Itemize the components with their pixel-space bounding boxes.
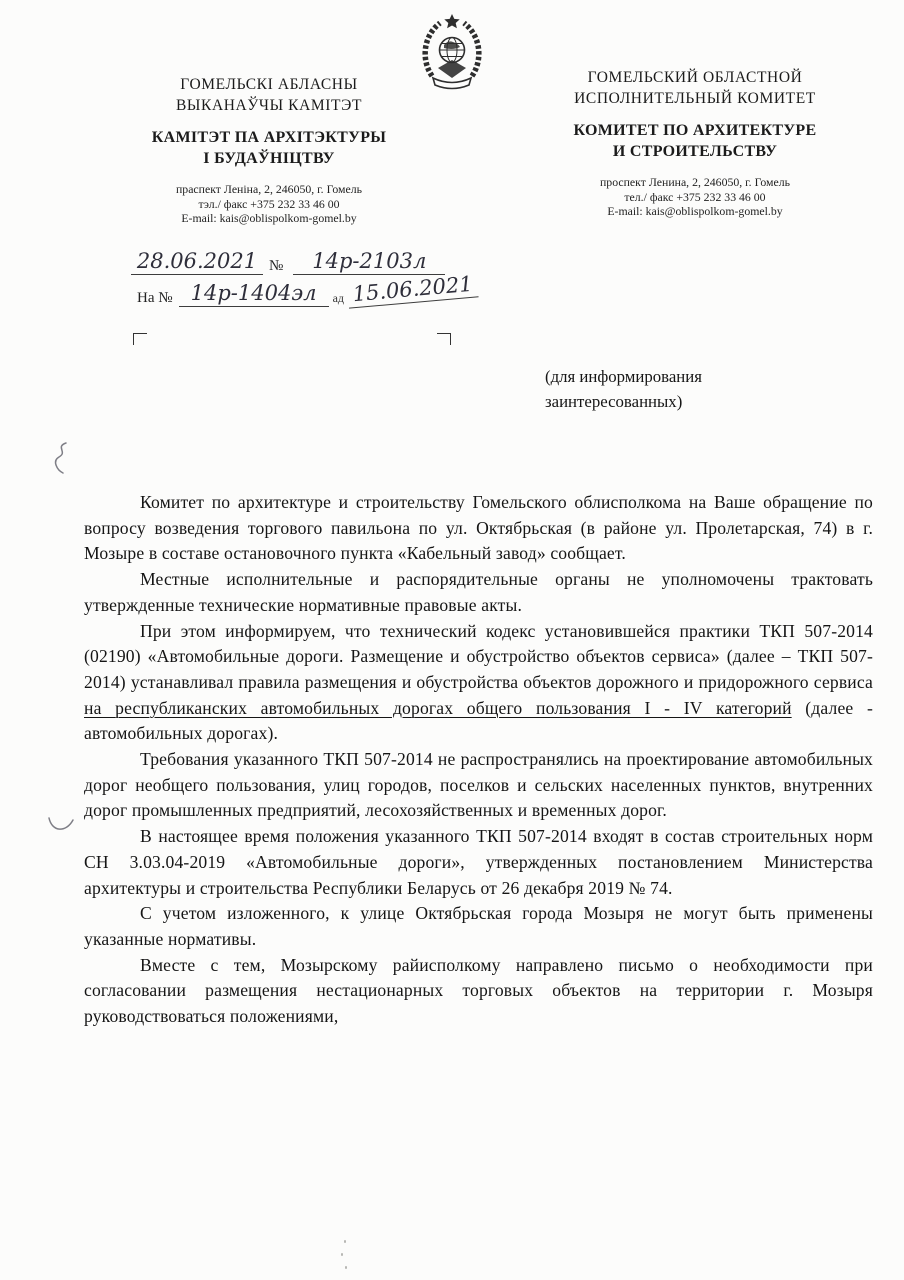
for-information-note xyxy=(545,365,702,414)
number-sign-label: № xyxy=(269,258,284,274)
address-block-ru xyxy=(528,175,862,219)
paragraph-tkp-507-underlined: на республиканских автомобильных дорогах общего пользования I - IV категорий xyxy=(84,697,792,718)
dept-name-by-line2: І БУДАЎНІЦТВУ xyxy=(203,150,335,167)
dept-name-by xyxy=(118,127,420,169)
phone-ru: тел./ факс +375 232 33 46 00 xyxy=(624,189,766,204)
incoming-reference-line xyxy=(131,271,531,307)
margin-pen-squiggle-bottom xyxy=(46,813,76,839)
reference-block xyxy=(131,248,531,307)
dept-name-by-line1: КАМІТЭТ ПА АРХІТЭКТУРЫ xyxy=(151,129,387,146)
paragraph-current-norms: В настоящее время положения указанного ТКП 507-2014 входят в состав строительных норм СН 3.03.04-2019 «Автомобильные дороги», утвержденных постановлением Министерства архитектуры и строительства Республики Беларусь от 26 декабря 2019 № 74. xyxy=(84,826,873,898)
letterhead-belarusian xyxy=(118,74,420,226)
paragraph-intro: Комитет по архитектуре и строительству Гомельского облисполкома на Ваше обращение по вопросу возведения торгового павильона по ул. Октябрьская (в районе ул. Пролетарская, 74) в г. Мозыре в составе остановочного пункта «Кабельный завод» сообщает. xyxy=(84,492,873,564)
paragraph-requirements-scope: Требования указанного ТКП 507-2014 не распространялись на проектирование автомобильных дорог необщего пользования, улиц городов, поселков и сельских населенных пунктов, внутренних дорог промышленных предприятий, лесохозяйственных и временных дорог. xyxy=(84,749,873,821)
address-by: праспект Леніна, 2, 246050, г. Гомель xyxy=(175,182,363,196)
margin-pen-squiggle-top xyxy=(50,440,76,480)
letterhead-russian xyxy=(528,67,862,219)
belarus-coat-of-arms-emblem xyxy=(420,12,484,90)
paragraph-tkp-507 xyxy=(84,619,873,748)
paragraph-mozyr-letter: Вместе с тем, Мозырскому райисполкому направлено письмо о необходимости при согласовании размещения нестационарных торговых объектов на территории г. Мозыря руководствоваться положениями, xyxy=(84,954,873,1027)
paragraph-tkp-507-after: (далее - автомобильных дорогах). xyxy=(84,697,873,744)
dept-name-ru-line1: КОМИТЕТ ПО АРХИТЕКТУРЕ xyxy=(573,122,817,139)
outgoing-date-handwritten: 28.06.2021 xyxy=(131,248,263,275)
from-date-label: ад xyxy=(332,291,344,305)
paragraph-conclusion: С учетом изложенного, к улице Октябрьская города Мозыря не могут быть применены указанные нормативы. xyxy=(84,903,873,949)
org-name-ru-line1: ГОМЕЛЬСКИЙ ОБЛАСТНОЙ xyxy=(587,69,803,86)
paragraph-tkp-507-before: При этом информируем, что технический кодекс установившейся практики ТКП 507-2014 (02190) «Автомобильные дороги. Размещение и обустройство объектов сервиса» (далее – ТКП 507-2014) устанавливал правила размещения и обустройства объектов дорожного и придорожного сервиса xyxy=(84,620,873,692)
paragraph-local-authorities: Местные исполнительные и распорядительные органы не уполномочены трактовать утвержденные технические нормативные правовые акты. xyxy=(84,569,873,615)
scan-speck xyxy=(344,1240,346,1243)
scan-speck xyxy=(345,1266,347,1269)
email-ru: E-mail: kais@oblispolkom-gomel.by xyxy=(607,204,783,219)
address-ru: проспект Ленина, 2, 246050, г. Гомель xyxy=(599,175,791,189)
dept-name-ru xyxy=(528,120,862,162)
email-by: E-mail: kais@oblispolkom-gomel.by xyxy=(181,211,357,226)
org-name-by-line1: ГОМЕЛЬСКІ АБЛАСНЫ xyxy=(180,76,358,93)
scan-speck xyxy=(341,1253,343,1256)
for-information-note-line1: (для информирования xyxy=(545,367,702,386)
org-name-by-line2: ВЫКАНАЎЧЫ КАМІТЭТ xyxy=(175,97,363,114)
letter-body xyxy=(84,490,873,1030)
emblem-graphic xyxy=(420,12,484,90)
dept-name-ru-line2: И СТРОИТЕЛЬСТВУ xyxy=(612,143,778,160)
phone-by: тэл./ факс +375 232 33 46 00 xyxy=(198,196,340,211)
addressee-corner-mark-left xyxy=(133,333,147,345)
for-information-note-line2: заинтересованных) xyxy=(545,391,683,411)
address-block-by xyxy=(118,182,420,226)
incoming-date-handwritten: 15.06.2021 xyxy=(347,270,479,308)
addressee-corner-mark-right xyxy=(437,333,451,345)
incoming-number-handwritten: 14р-1404эл xyxy=(179,280,329,307)
org-name-ru-line2: ИСПОЛНИТЕЛЬНЫЙ КОМИТЕТ xyxy=(574,90,816,107)
outgoing-number-handwritten: 14р-2103л xyxy=(293,248,445,275)
incoming-number-label: На № xyxy=(137,290,173,306)
